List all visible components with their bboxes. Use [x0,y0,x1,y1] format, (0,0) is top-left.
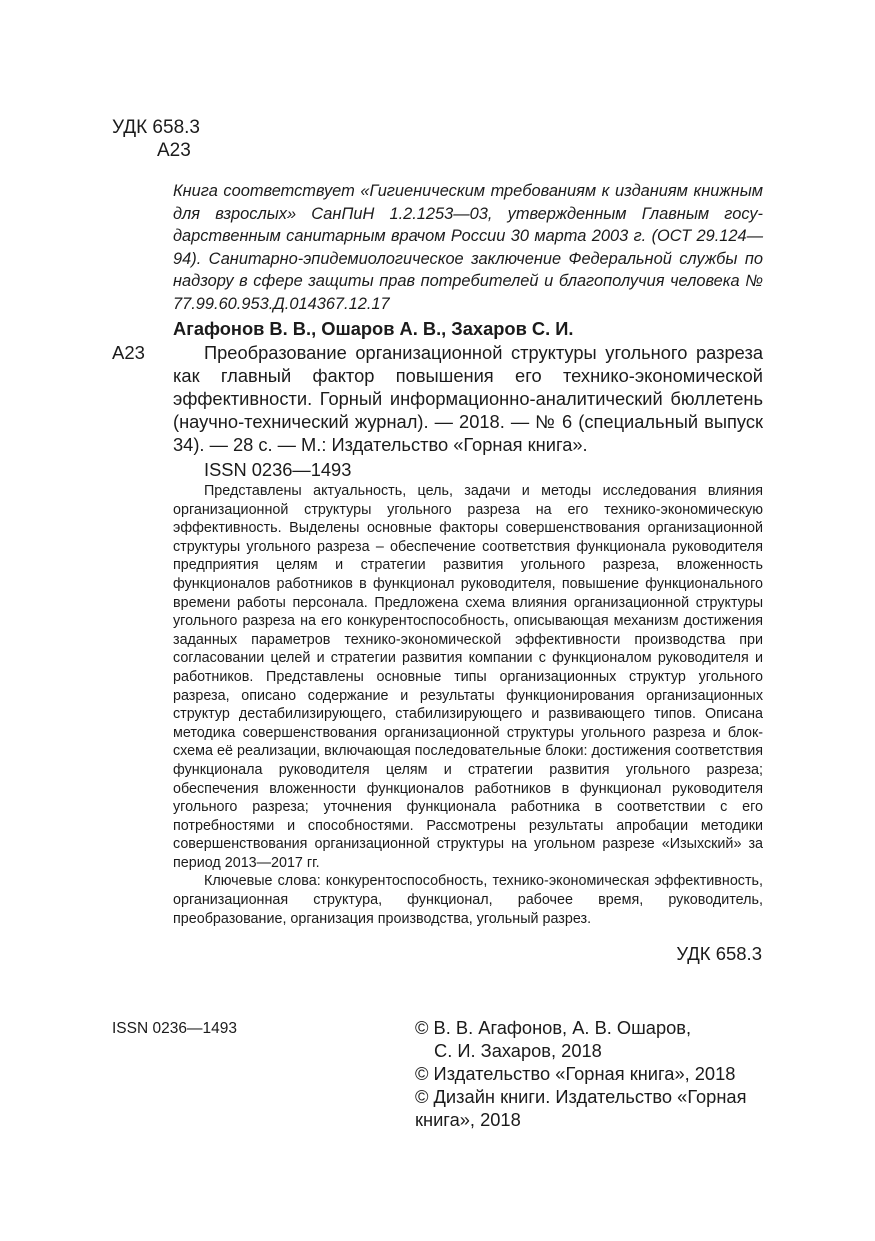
udk-footer: УДК 658.3 [676,943,762,964]
authors: Агафонов В. В., Ошаров А. В., Захаров С. И. [173,318,574,339]
bibliographic-description: Преобразование организационной структуры угольного разреза как главный фактор повышения его технико-экономической эффективности. Горный информационно-аналитический бюллетень (научно-технический журнал). — 2018. — № 6 (специальный выпуск 34). — 28 с. — М.: Издательство «Горная книга». [173,342,763,455]
copyright-publisher: © Издательство «Горная книга», 2018 [415,1063,736,1084]
abstract [173,482,763,928]
udk-code: УДК 658.3 [112,117,200,138]
udk-author-mark: А23 [157,140,191,161]
copyright-design: © Дизайн книги. Издательство «Горная книга», 2018 [415,1086,747,1130]
issn-footer: ISSN 0236—1493 [112,1020,237,1037]
udk-header [112,116,200,162]
issn: ISSN 0236—1493 [204,459,352,480]
hygiene-notice: Книга соответствует «Гигиеническим требованиям к изданиям книжным для взрослых» СанПиН 1.2.1253—03, утвержденным Главным госу-дарственным санитарным врачом России 30 марта 2003 г. (ОСТ 29.124—94). Санитарно-эпидемиологическое заключение Федеральной службы по надзору в сфере защиты прав потребителей и благополучия человека № 77.99.60.953.Д.014367.12.17 [173,182,763,313]
copyright-block [415,1016,765,1131]
copyright-authors-cont: С. И. Захаров, 2018 [434,1040,602,1061]
copyright-authors: © В. В. Агафонов, А. В. Ошаров, [415,1017,692,1038]
bib-author-mark: А23 [112,342,145,363]
abstract-text: Представлены актуальность, цель, задачи и методы исследования влияния организационной структуры угольного разреза на его технико-экономическую эффективность. Выделены основные факторы совершенствования организационной структуры угольного разреза – обеспечение соответствия функционала руководителя предприятия целям и стратегии развития угольного разреза, вложенность функционалов работников в функционал руководителя, повышение функционального времени работы персонала. Предложена схема влияния организационной структуры угольного разреза на его конкурентоспособность, описывающая механизм достижения заданных параметров технико-экономической эффективности производства при согласовании целей и стратегии развития компании с функционалом руководителя и работников. Представлены основные типы организационных структур угольного разреза, описано содержание и результаты функционирования организационных структур дестабилизирующего, стабилизирующего и развивающего типов. Описана методика совершенствования организационной структуры угольного разреза и блок-схема её реализации, включающая последовательные блоки: достижения соответствия функционала руководителя целям и стратегии развития угольного разреза; обеспечения вложенности функционалов работников в функционал руководителя угольного разреза; уточнения функционала работника в соответствии с его потребностями и способностями. Рассмотрены результаты апробации методики совершенствования организационной структуры на угольном разрезе «Изыхский» за период 2013—2017 гг. [173,483,763,871]
keywords: Ключевые слова: конкурентоспособность, технико-экономическая эффективность, организационная структура, функционал, рабочее время, руководитель, преобразование, организация производства, угольный разрез. [173,873,763,927]
